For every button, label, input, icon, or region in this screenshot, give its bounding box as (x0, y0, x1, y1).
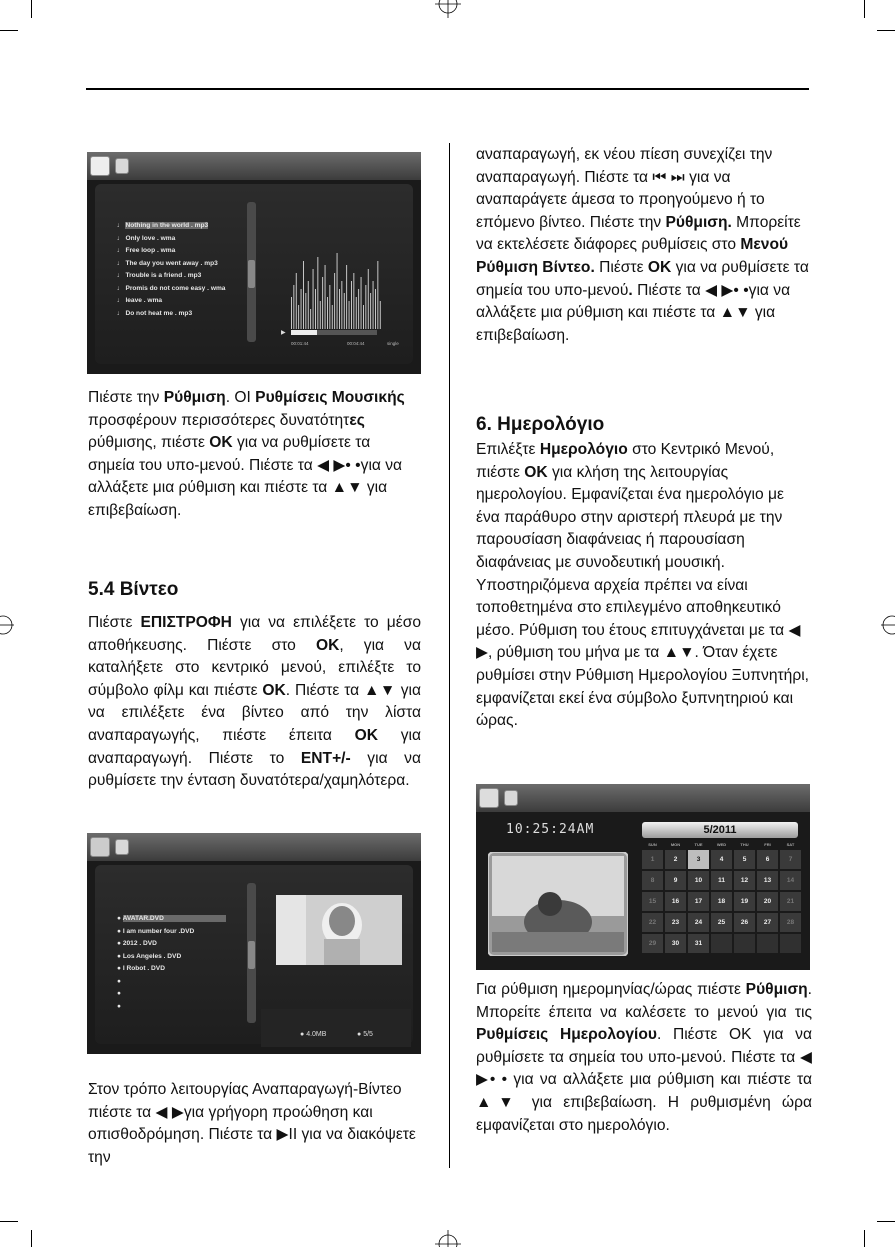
file-index-value: 5/5 (363, 1031, 373, 1038)
crop-mark (31, 1230, 32, 1247)
video-file-item[interactable] (117, 951, 247, 964)
track-name: Promis do not come easy . wma (125, 284, 226, 292)
bullet-icon: ● (117, 952, 123, 960)
video-file-list (117, 913, 247, 1013)
text-run: . ΟΙ (225, 389, 256, 406)
weekday-label: TUE (694, 842, 703, 847)
bullet-icon: ● (117, 977, 121, 985)
registration-mark (0, 612, 14, 638)
calendar-day[interactable]: 21 (780, 892, 801, 911)
bullet-icon: ● (117, 915, 123, 922)
file-index: ● 5/5 (357, 1031, 373, 1038)
bullet-icon: ● (117, 927, 123, 935)
spectrum-bar (296, 273, 297, 329)
spectrum-bar (301, 289, 302, 329)
spectrum-bar (298, 305, 299, 329)
note-icon: ♩ (117, 284, 126, 292)
crop-mark (864, 0, 865, 18)
music-settings-paragraph (88, 387, 421, 523)
calendar-paragraph (476, 439, 812, 733)
settings-icon (504, 790, 518, 806)
note-icon: ♩ (117, 259, 126, 267)
play-mode: single (387, 341, 399, 346)
bold-term: Ρύθμιση. (665, 213, 732, 231)
bold-term: OK (354, 726, 379, 744)
spectrum-bar (356, 297, 357, 329)
track-name: Do not heat me . mp3 (125, 309, 193, 317)
calendar-day[interactable]: 8 (642, 871, 663, 890)
bold-term: Ρύθμιση (163, 389, 226, 406)
spectrum-bar (317, 257, 318, 329)
month-year-header: 5/2011 (642, 822, 798, 838)
bullet-icon: ● (117, 965, 123, 972)
spectrum-bar (370, 293, 371, 329)
calendar-day[interactable]: 27 (757, 913, 778, 932)
text-run: , για να καταλήξετε στο κεντρικό μενού, επιλέξτε το σύμβολο φίλμ και πιέστε (88, 636, 421, 699)
weekday-label: SAT (786, 842, 795, 847)
spectrum-bar (368, 269, 369, 329)
spectrum-bar (310, 309, 311, 329)
bold-term: Ρυθμίσεις Μουσικής (255, 389, 405, 406)
calendar-icon (479, 788, 499, 808)
text-run: Πιέστε (594, 258, 648, 276)
slideshow-photo (488, 852, 628, 956)
calendar-empty-cell (734, 934, 755, 953)
video-file-item[interactable] (117, 976, 247, 989)
clock-display: 10:25:24AM (506, 822, 595, 837)
calendar-day[interactable]: 24 (688, 913, 709, 932)
track-item[interactable] (117, 220, 247, 233)
bold-term: Ρυθμίσεις Ημερολογίου (476, 1026, 657, 1044)
calendar-day[interactable]: 13 (757, 871, 778, 890)
calendar-day[interactable]: 18 (711, 892, 732, 911)
calendar-day[interactable]: 17 (688, 892, 709, 911)
screen-title-bar (87, 152, 421, 180)
note-icon: ♩ (117, 309, 126, 317)
video-paragraph (88, 612, 421, 793)
calendar-day[interactable]: 29 (642, 934, 663, 953)
progress-fill (291, 330, 317, 335)
calendar-day[interactable]: 9 (665, 871, 686, 890)
calendar-day[interactable]: 1 (642, 850, 663, 869)
note-icon: ♩ (117, 272, 126, 279)
crop-mark (0, 1221, 18, 1222)
note-icon: ♩ (117, 234, 126, 242)
spectrum-bar (325, 265, 326, 329)
video-file-item[interactable] (117, 1001, 247, 1014)
settings-icon (115, 839, 129, 855)
right-bottom-block (476, 979, 812, 1137)
text-run: στο Κεντρικό Μενού, πιέστε (476, 441, 775, 481)
spectrum-bar (313, 269, 314, 329)
calendar-paragraph-block (476, 439, 812, 733)
text-run: για να ρυθμίσετε την ένταση δυνατότερα/χαμηλότερα. (88, 749, 421, 790)
calendar-day[interactable]: 15 (642, 892, 663, 911)
spectrum-bar (308, 281, 309, 329)
video-file-item[interactable] (117, 926, 247, 939)
crop-mark (31, 0, 32, 18)
day-grid (642, 850, 801, 953)
music-player-screenshot (87, 152, 421, 374)
spectrum-bar (315, 289, 316, 329)
calendar-day[interactable]: 31 (688, 934, 709, 953)
video-player-screenshot (87, 833, 421, 1054)
file-size: ● 4.0MB (300, 1031, 327, 1038)
weekday-label: THU (740, 842, 749, 847)
registration-mark (881, 612, 895, 638)
spectrum-bar (373, 281, 374, 329)
spectrum-bar (351, 281, 352, 329)
bold-term: OK (524, 463, 548, 481)
spectrum-bar (293, 285, 294, 329)
time-total: 00:04:44 (347, 341, 365, 346)
info-bar (261, 1009, 411, 1047)
calendar-day[interactable]: 2 (665, 850, 686, 869)
track-item[interactable] (117, 258, 247, 271)
text-run: Πιέστε (88, 614, 141, 631)
spectrum-bar (337, 253, 338, 329)
file-scrollbar[interactable] (247, 883, 256, 1023)
bold-term: OK (647, 258, 672, 276)
screen-title-bar (476, 784, 810, 812)
spectrum-bar (353, 273, 354, 329)
bold-term: OK (262, 681, 286, 699)
crop-mark (877, 30, 895, 31)
video-file-item[interactable] (117, 938, 247, 951)
text-run: για αναπαραγωγή. Πιέστε το (88, 726, 422, 767)
video-file-name: 2012 . DVD (122, 940, 157, 947)
file-size-value: 4.0MB (306, 1031, 327, 1038)
music-icon (90, 156, 110, 176)
calendar-day[interactable]: 28 (780, 913, 801, 932)
text-run: για κλήση της λειτουργίας ημερολογίου. Εμφανίζεται ένα ημερολόγιο με ένα παράθυρο στην αριστερή πλευρά με την παρουσίαση διαφάνειας ή παρουσίαση διαφάνειας με συνοδευτική μουσική. Υποστηριζόμενα αρχεία πρέπει να είναι τοποθετημένα στο επιλεγμένο αποθηκευτικό μέσο. Ρύθμιση του έτους επιτυγχάνεται με τα ◀ ▶, ρύθμιση του μήνα με τα ▲▼. Όταν έχετε ρυθμίσει στην Ρύθμιση Ημερολογίου Ξυπνητήρι, εμφανίζεται εκεί ένα σύμβολο ξυπνητηριού και ώρας. (476, 463, 810, 730)
bold-term: Ρύθμιση (745, 981, 808, 998)
text-run: για να επιλέξετε το μέσο αποθήκευσης. Πιέστε στο (88, 614, 421, 654)
video-heading: 5.4 Βίντεο (88, 579, 179, 600)
text-run: Επιλέξτε (476, 441, 540, 458)
text-run: για να ρυθμίσετε τα σημεία του υπο-μενού. Πιέστε τα ◀ ▶• •για να αλλάξετε μια ρύθμιση και πιέστε τα ▲▼ για επιβεβαίωση. (88, 434, 403, 519)
play-marker-icon: ▶ (281, 330, 286, 336)
bold-term: ες (349, 411, 365, 429)
calendar-day[interactable]: 7 (780, 850, 801, 869)
spectrum-bar (320, 301, 321, 329)
calendar-day[interactable]: 11 (711, 871, 732, 890)
weekday-label: MON (670, 842, 681, 847)
spectrum-bar (358, 289, 359, 329)
video-file-name: AVATAR.DVD (123, 915, 226, 922)
spectrum-bar (303, 261, 304, 329)
spectrum-bar (377, 261, 378, 329)
spectrum-bar (349, 301, 350, 329)
video-file-item[interactable] (117, 963, 247, 976)
left-bottom-paragraph: Στον τρόπο λειτουργίας Αναπαραγωγή-Βίντεο πιέστε τα ◀ ▶για γρήγορη προώθηση και οπισθοδρόμηση. Πιέστε τα ▶II για να διακόψετε την (88, 1081, 416, 1166)
calendar-day[interactable]: 19 (734, 892, 755, 911)
calendar-empty-cell (711, 934, 732, 953)
track-name: leave . wma (125, 297, 163, 304)
calendar-day[interactable]: 3 (688, 850, 709, 869)
track-name: Nothing in the world . mp3 (125, 222, 209, 229)
calendar-day[interactable]: 30 (665, 934, 686, 953)
crop-mark (0, 30, 18, 31)
text-run: ρύθμισης, πιέστε (88, 434, 210, 452)
track-item[interactable] (117, 308, 247, 321)
calendar-day[interactable]: 6 (757, 850, 778, 869)
spectrum-bar (322, 277, 323, 329)
text-run: Μπορείτε να εκτελέσετε διάφορες ρυθμίσεις στο (476, 213, 801, 254)
note-icon: ♩ (117, 247, 126, 254)
video-file-item[interactable] (117, 988, 247, 1001)
video-preview-image (276, 895, 402, 965)
right-top-block (476, 144, 812, 347)
calendar-day[interactable]: 14 (780, 871, 801, 890)
video-panel (95, 865, 413, 1044)
bold-term: ΕΠΙΣΤΡΟΦΗ (140, 614, 232, 631)
film-icon (90, 837, 110, 857)
calendar-day[interactable]: 5 (734, 850, 755, 869)
spectrum-bar (329, 285, 330, 329)
spectrum-bar (341, 281, 342, 329)
calendar-empty-cell (780, 934, 801, 953)
spectrum-bar (291, 297, 292, 329)
spectrum-bar (361, 277, 362, 329)
registration-mark (435, 1228, 461, 1247)
calendar-day[interactable]: 20 (757, 892, 778, 911)
bullet-icon: ● (117, 990, 121, 997)
text-run: αναπαραγωγή, εκ νέου πίεση συνεχίζει την αναπαραγωγή. Πιέστε τα ⏮ ⏭ για να αναπαράγετε άμεσα το προηγούμενο ή το επόμενο βίντεο. Πιέστε την (476, 146, 773, 231)
spectrum-bar (375, 289, 376, 329)
track-item[interactable] (117, 295, 247, 308)
spectrum-bar (332, 305, 333, 329)
calendar-day[interactable]: 25 (711, 913, 732, 932)
text-run: Πιέστε την (88, 389, 164, 406)
spectrum-bar (346, 265, 347, 329)
spectrum-bar (344, 293, 345, 329)
registration-mark (435, 0, 461, 20)
header-rule (86, 88, 809, 90)
weekday-label: FRI (764, 842, 771, 847)
video-settings-paragraph (476, 144, 812, 347)
text-run: Για ρύθμιση ημερομηνίας/ώρας πιέστε (476, 981, 746, 998)
left-column (88, 387, 421, 523)
bold-term: OK (209, 434, 233, 452)
video-file-name: I am number four .DVD (122, 927, 195, 935)
video-paragraph-block (88, 612, 421, 793)
track-item[interactable] (117, 270, 247, 283)
bold-term: OK (315, 636, 340, 654)
calendar-day[interactable]: 22 (642, 913, 663, 932)
column-divider (449, 143, 450, 1168)
track-item[interactable] (117, 245, 247, 258)
video-file-name: I Robot . DVD (122, 965, 165, 972)
text-run: για να ρυθμίσετε τα σημεία του υπο-μενού (476, 258, 809, 299)
spectrum-bar (380, 301, 381, 329)
crop-mark (864, 1230, 865, 1247)
text-run: . Πιέστε τα ▲▼ για να επιλέξετε ένα βίντεο από την λίστα αναπαραγωγής, πιέστε έπειτα (88, 681, 421, 744)
calendar-day[interactable]: 26 (734, 913, 755, 932)
calendar-screenshot (476, 784, 810, 970)
track-scrollbar[interactable] (247, 202, 256, 342)
text-run: προσφέρουν περισσότερες δυνατότητ (88, 411, 350, 429)
calendar-day[interactable]: 16 (665, 892, 686, 911)
track-name: The day you went away . mp3 (125, 259, 218, 267)
video-file-item[interactable] (117, 913, 247, 926)
track-item[interactable] (117, 283, 247, 296)
weekday-label: SUN (648, 842, 657, 847)
progress-bar[interactable] (291, 330, 377, 335)
spectrum-bar (365, 285, 366, 329)
note-icon: ♩ (117, 297, 126, 304)
video-file-name: Los Angeles . DVD (122, 952, 182, 960)
calendar-day[interactable]: 4 (711, 850, 732, 869)
track-name: Trouble is a friend . mp3 (125, 272, 202, 279)
note-icon: ♩ (117, 222, 126, 229)
crop-mark (877, 1221, 895, 1222)
spectrum-bar (334, 273, 335, 329)
calendar-day[interactable]: 10 (688, 871, 709, 890)
calendar-settings-paragraph (476, 979, 812, 1137)
bold-term: Μενού Ρύθμιση Βίντεο. (476, 236, 789, 276)
spectrum-bar (305, 293, 306, 329)
bullet-icon: ● (117, 940, 123, 947)
bullet-icon: ● (117, 1002, 121, 1010)
spectrum-bar (339, 289, 340, 329)
track-name: Only love . wma (125, 234, 176, 242)
bold-term: ENT+/- (300, 749, 351, 767)
weekday-label: WED (716, 842, 727, 847)
screen-title-bar (87, 833, 421, 861)
calendar-heading: 6. Ημερολόγιο (476, 414, 605, 435)
weekday-row (642, 841, 801, 848)
spectrum-bar (363, 305, 364, 329)
spectrum-bar (327, 297, 328, 329)
music-panel (95, 184, 413, 364)
bold-term: . (628, 281, 633, 299)
settings-icon (115, 158, 129, 174)
text-run: . Πιέστε OK για να ρυθμίσετε τα σημεία του υπο-μενού. Πιέστε τα ◀ ▶• • για να αλλάξετε μια ρύθμιση και πιέστε τα ▲▼ για επιβεβαίωση. Η ρυθμισμένη ώρα εμφανίζεται στο ημερολόγιο. (476, 1026, 812, 1134)
track-item[interactable] (117, 233, 247, 246)
calendar-empty-cell (757, 934, 778, 953)
bold-term: Ημερολόγιο (539, 441, 628, 458)
text-run: . Μπορείτε έπειτα να καλέσετε το μενού για τις (476, 981, 812, 1021)
calendar-day[interactable]: 12 (734, 871, 755, 890)
track-list (117, 220, 247, 320)
track-name: Free loop . wma (125, 247, 176, 254)
calendar-day[interactable]: 23 (665, 913, 686, 932)
text-run: Πιέστε τα ◀ ▶• •για να αλλάξετε μια ρύθμιση και πιέστε τα ▲▼ για επιβεβαίωση. (476, 281, 791, 344)
time-elapsed: 00:01:44 (291, 341, 309, 346)
audio-spectrum (291, 244, 411, 334)
